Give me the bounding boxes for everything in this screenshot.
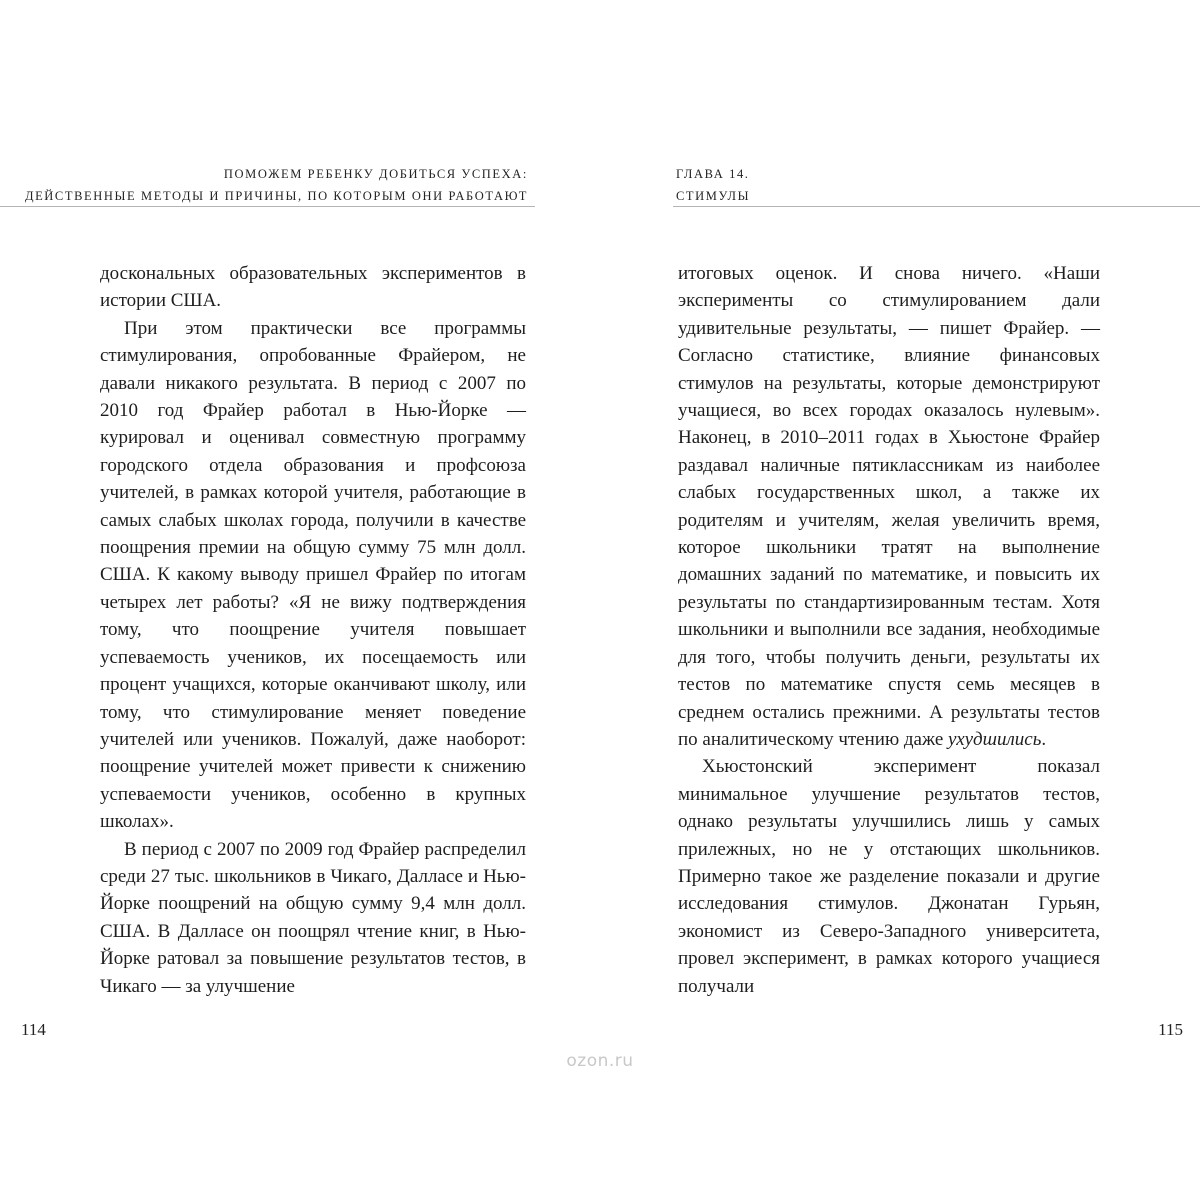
paragraph: В период с 2007 по 2009 год Фрайер распределил среди 27 тыс. школьников в Чикаго, Далласе и Нью-Йорке поощрений на общую сумму 9,4 млн долл. США. В Далласе он поощрял чтение книг, в Нью-Йорке ратовал за повышение результатов тестов, в Чикаго — за улучшение xyxy=(100,838,526,997)
running-header-left-line1: ПОМОЖЕМ РЕБЕНКУ ДОБИТЬСЯ УСПЕХА: xyxy=(223,167,528,181)
watermark: ozon.ru xyxy=(566,1051,634,1071)
page-number-left: 114 xyxy=(21,1020,46,1039)
chapter-title: СТИМУЛЫ xyxy=(676,189,751,203)
running-header-right xyxy=(676,163,750,207)
right-page xyxy=(600,0,1200,1200)
chapter-label: ГЛАВА 14. xyxy=(676,167,750,181)
paragraph-text: итоговых оценок. И снова ничего. «Наши эксперименты со стимулированием дали удивительные результаты, — пишет Фрайер. — Согласно статистике, влияние финансовых стимулов на результаты, которые демонстрируют учащиеся, во всех городах оказалось нулевым». Наконец, в 2010–2011 годах в Хьюстоне Фрайер раздавал наличные пятиклассникам из наиболее слабых государственных школ, а также их родителям и учителям, желая увеличить время, которое школьники тратят на выполнение домашних заданий по математике, и повысить их результаты по стандартизированным тестам. Хотя школьники и выполнили все задания, необходимые для того, чтобы получить деньги, результаты их тестов по математике спустя семь месяцев в среднем остались прежними. А результаты тестов по аналитическому чтению даже xyxy=(678,263,1100,750)
right-page-body xyxy=(678,260,1100,1000)
header-rule-left xyxy=(0,206,535,207)
paragraph: При этом практически все программы стимулирования, опробованные Фрайером, не давали никакого результата. В период с 2007 по 2010 год Фрайер работал в Нью-Йорке — курировал и оценивал совместную программу городского отдела образования и профсоюза учителей, в рамках которой учителя, работающие в самых слабых школах города, получили в качестве поощрения премии на общую сумму 75 млн долл. США. К какому выводу пришел Фрайер по итогам четырех лет работы? «Я не вижу подтверждения тому, что поощрение учителя повышает успеваемость учеников, их посещаемость или процент учащихся, которые оканчивают школу, или тому, что стимулирование меняет поведение учителей или учеников. Пожалуй, даже наоборот: поощрение учителей может привести к снижению успеваемости учеников, особенно в крупных школах». xyxy=(100,317,526,833)
paragraph xyxy=(678,260,1100,753)
italic-emphasis: ухудшились xyxy=(948,728,1042,750)
paragraph: доскональных образовательных экспериментов в истории США. xyxy=(100,263,526,312)
header-rule-right xyxy=(673,206,1200,207)
paragraph: Хьюстонский эксперимент показал минимальное улучшение результатов тестов, однако результаты улучшились лишь у самых прилежных, но не у отстающих школьников. Примерно такое же разделение показали и другие исследования стимулов. Джонатан Гурьян, экономист из Северо-Западного университета, провел эксперимент, в рамках которого учащиеся получали xyxy=(678,756,1100,997)
left-page-body xyxy=(100,260,526,1000)
running-header-left xyxy=(25,163,528,207)
page-number-right: 115 xyxy=(1158,1020,1183,1039)
paragraph-text-end: . xyxy=(1041,728,1047,750)
left-page xyxy=(0,0,560,1200)
running-header-left-line2: ДЕЙСТВЕННЫЕ МЕТОДЫ И ПРИЧИНЫ, ПО КОТОРЫМ ОНИ РАБОТАЮТ xyxy=(24,189,528,203)
